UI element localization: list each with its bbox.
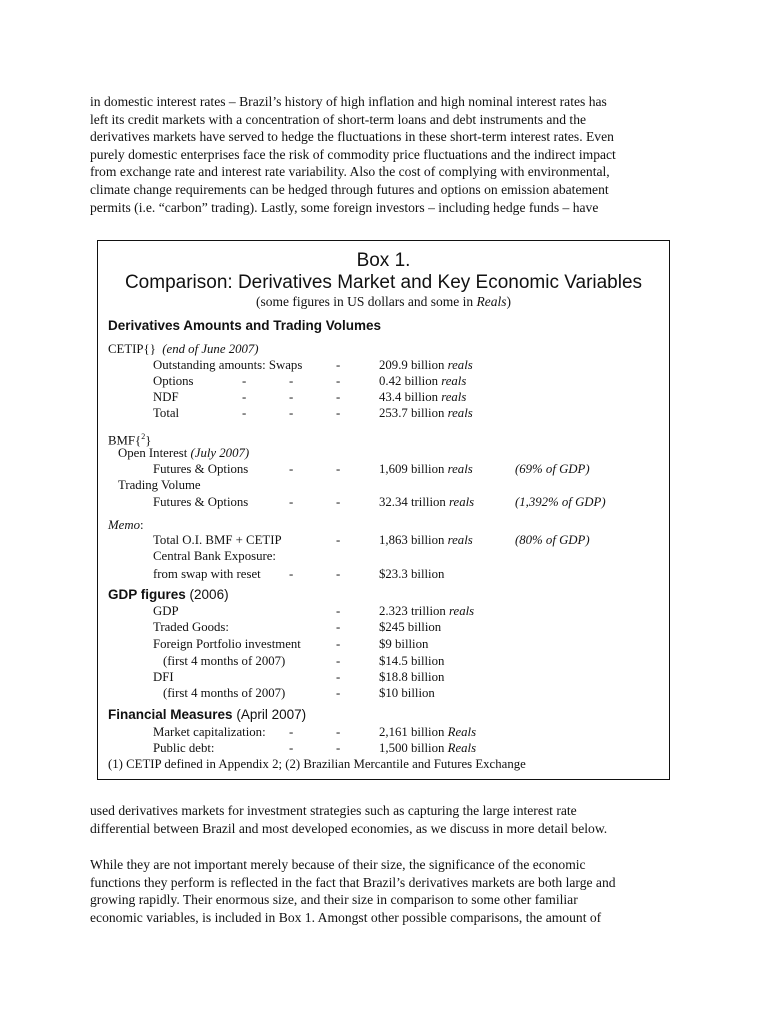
body-paragraph-significance <box>90 856 690 926</box>
gdp-value <box>379 603 474 619</box>
cetip-ndf-value <box>379 389 466 405</box>
text-line: economic variables, is included in Box 1. Amongst other possible comparisons, the amount of <box>90 909 602 925</box>
cetip-options-label: Options <box>153 374 194 388</box>
dash: - <box>336 620 341 634</box>
text-line: from exchange rate and interest rate variability. Also the cost of complying with environmental, <box>90 164 610 180</box>
dash: - <box>336 725 341 739</box>
value-text: 2.323 trillion <box>379 604 446 618</box>
memo-colon: : <box>139 518 144 532</box>
cetip-options-value <box>379 373 466 389</box>
text-line: permits (i.e. “carbon” trading). Lastly, some foreign investors – including hedge funds – have <box>90 199 599 215</box>
dash: - <box>336 374 341 388</box>
cetip-total-label: Total <box>153 406 180 420</box>
cetip-swaps-label: Outstanding amounts: Swaps <box>153 358 303 372</box>
unit-reals: reals <box>449 495 475 509</box>
dash: - <box>289 567 294 581</box>
fpi-months-label: (first 4 months of 2007) <box>163 654 286 668</box>
dash: - <box>289 462 294 476</box>
body-paragraph-intro <box>90 93 690 216</box>
central-bank-value: $23.3 billion <box>379 567 445 581</box>
fpi-months-value: $14.5 billion <box>379 654 445 668</box>
text-line: growing rapidly. Their enormous size, and their size in comparison to some other familiar <box>90 892 578 908</box>
dash: - <box>336 637 341 651</box>
market-cap-value <box>379 724 476 740</box>
financial-title-text: Financial Measures <box>108 707 233 722</box>
dash: - <box>336 462 341 476</box>
bmf-label-end: } <box>145 433 152 448</box>
text-line: left its credit markets with a concentration of short-term loans and debt instruments and the <box>90 111 587 127</box>
value-text: 1,863 billion <box>379 533 445 547</box>
dash: - <box>336 533 341 547</box>
dash: - <box>336 358 341 372</box>
dash: - <box>289 374 294 388</box>
dash: - <box>336 686 341 700</box>
memo-label-text: Memo <box>108 518 140 532</box>
dash: - <box>336 406 341 420</box>
box-footnote: (1) CETIP defined in Appendix 2; (2) Brazilian Mercantile and Futures Exchange <box>108 757 526 771</box>
central-bank-label: Central Bank Exposure: <box>153 549 276 563</box>
dash: - <box>242 406 247 420</box>
section-derivatives-title: Derivatives Amounts and Trading Volumes <box>108 318 382 333</box>
dash: - <box>336 604 341 618</box>
value-text: 209.9 billion <box>379 358 445 372</box>
unit-reals: reals <box>447 462 473 476</box>
tv-futures-options-label: Futures & Options <box>153 495 249 509</box>
dash: - <box>336 654 341 668</box>
oi-gdp-percent: (69% of GDP) <box>515 462 590 476</box>
memo-label <box>108 517 144 533</box>
central-bank-sub-label: from swap with reset <box>153 567 261 581</box>
section-financial-title <box>108 707 306 722</box>
open-interest-label <box>118 445 249 461</box>
memo-total-value <box>379 532 473 548</box>
traded-goods-value: $245 billion <box>379 620 442 634</box>
box-title: Box 1. <box>356 250 411 271</box>
oi-futures-options-value <box>379 461 473 477</box>
text-line: differential between Brazil and most developed economies, as we discuss in more detail below. <box>90 820 608 836</box>
market-cap-label: Market capitalization: <box>153 725 266 739</box>
cetip-label <box>108 341 259 357</box>
text-line: in domestic interest rates – Brazil’s history of high inflation and high nominal interest rates has <box>90 94 607 109</box>
oi-futures-options-label: Futures & Options <box>153 462 249 476</box>
bmf-label-text: BMF{ <box>108 433 142 448</box>
comparison-box <box>97 240 670 780</box>
unit-reals: reals <box>447 406 473 420</box>
dfi-months-value: $10 billion <box>379 686 435 700</box>
traded-goods-label: Traded Goods: <box>153 620 229 634</box>
dfi-months-label: (first 4 months of 2007) <box>163 686 286 700</box>
text-line: While they are not important merely because of their size, the significance of the economic <box>90 857 586 872</box>
unit-reals: Reals <box>447 741 477 755</box>
memo-gdp-percent: (80% of GDP) <box>515 533 590 547</box>
value-text: 32.34 trillion <box>379 495 446 509</box>
dfi-label: DFI <box>153 670 174 684</box>
dash: - <box>336 495 341 509</box>
fpi-value: $9 billion <box>379 637 429 651</box>
fpi-label: Foreign Portfolio investment <box>153 637 301 651</box>
unit-reals: reals <box>441 390 467 404</box>
cetip-label-text: CETIP{} <box>108 342 156 356</box>
value-text: 2,161 billion <box>379 725 445 739</box>
unit-reals: reals <box>441 374 467 388</box>
trading-volume-label: Trading Volume <box>118 478 201 492</box>
unit-reals: reals <box>447 533 473 547</box>
public-debt-value <box>379 740 476 756</box>
dash: - <box>289 390 294 404</box>
dash: - <box>289 406 294 420</box>
text-line: climate change requirements can be hedged through futures and options on emission abatement <box>90 181 609 197</box>
dash: - <box>289 741 294 755</box>
subtitle-prefix: (some figures in US dollars and some in <box>256 294 477 309</box>
dash: - <box>336 390 341 404</box>
public-debt-label: Public debt: <box>153 741 215 755</box>
value-text: 0.42 billion <box>379 374 439 388</box>
value-text: 43.4 billion <box>379 390 439 404</box>
cetip-swaps-value <box>379 357 473 373</box>
text-line: functions they perform is reflected in the fact that Brazil’s derivatives markets are both large and <box>90 874 616 890</box>
bmf-footnote-ref: 2 <box>141 432 146 441</box>
text-line: used derivatives markets for investment strategies such as capturing the large interest rate <box>90 803 577 818</box>
section-gdp-title <box>108 587 229 602</box>
body-paragraph-continuation <box>90 802 690 837</box>
memo-total-label: Total O.I. BMF + CETIP <box>153 533 282 547</box>
dash: - <box>336 567 341 581</box>
subtitle-suffix: ) <box>506 294 511 309</box>
box-heading: Comparison: Derivatives Market and Key Economic Variables <box>124 272 643 293</box>
dfi-value: $18.8 billion <box>379 670 445 684</box>
unit-reals: reals <box>449 604 475 618</box>
financial-title-period: (April 2007) <box>236 707 307 722</box>
gdp-title-period: (2006) <box>189 587 229 602</box>
dash: - <box>336 741 341 755</box>
text-line: derivatives markets have served to hedge the fluctuations in these short-term interest rates. Even <box>90 129 614 145</box>
open-interest-text: Open Interest <box>118 446 188 460</box>
subtitle-reals: Reals <box>476 294 507 309</box>
cetip-total-value <box>379 405 473 421</box>
cetip-ndf-label: NDF <box>153 390 179 404</box>
dash: - <box>289 725 294 739</box>
dash: - <box>289 495 294 509</box>
value-text: 1,500 billion <box>379 741 445 755</box>
tv-gdp-percent: (1,392% of GDP) <box>515 495 606 509</box>
box-subtitle <box>98 294 669 310</box>
dash: - <box>242 374 247 388</box>
dash: - <box>336 670 341 684</box>
gdp-title-text: GDP figures <box>108 587 186 602</box>
value-text: 253.7 billion <box>379 406 445 420</box>
dash: - <box>242 390 247 404</box>
cetip-period: (end of June 2007) <box>162 342 259 356</box>
value-text: 1,609 billion <box>379 462 445 476</box>
unit-reals: Reals <box>447 725 477 739</box>
gdp-label: GDP <box>153 604 179 618</box>
open-interest-period: (July 2007) <box>190 446 250 460</box>
text-line: purely domestic enterprises face the risk of commodity price fluctuations and the indirect impact <box>90 146 616 162</box>
tv-futures-options-value <box>379 494 474 510</box>
unit-reals: reals <box>447 358 473 372</box>
